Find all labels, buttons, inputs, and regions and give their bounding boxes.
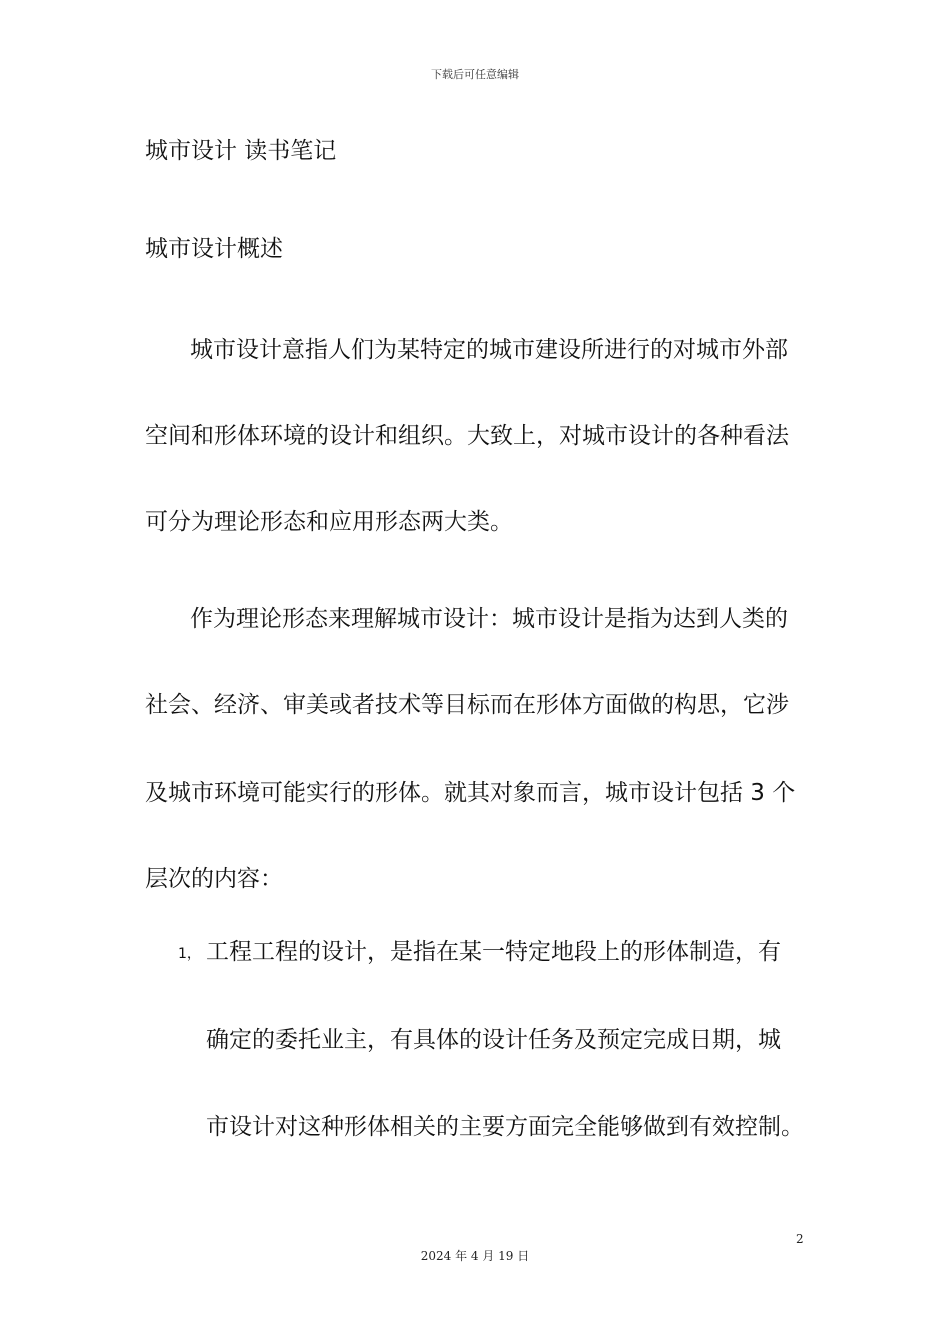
list-item-line-3: 市设计对这种形体相关的主要方面完全能够做到有效控制。	[206, 1114, 804, 1140]
paragraph-1-line-1: 城市设计意指人们为某特定的城市建设所进行的对城市外部	[190, 337, 788, 363]
paragraph-2-line-4: 层次的内容：	[145, 866, 283, 892]
page-header: 下载后可任意编辑	[431, 68, 519, 81]
section-heading: 城市设计概述	[145, 236, 283, 262]
footer-date: 2024 年 4 月 19 日	[420, 1249, 530, 1263]
paragraph-2-line-1: 作为理论形态来理解城市设计：城市设计是指为达到人类的	[190, 606, 788, 632]
paragraph-1-line-2: 空间和形体环境的设计和组织。大致上，对城市设计的各种看法	[145, 423, 789, 449]
list-item-line-1: 工程工程的设计，是指在某一特定地段上的形体制造，有	[206, 939, 781, 965]
list-item-line-2: 确定的委托业主，有具体的设计任务及预定完成日期，城	[206, 1027, 781, 1053]
paragraph-2-line-2: 社会、经济、审美或者技术等目标而在形体方面做的构思，它涉	[145, 692, 789, 718]
list-item-number: 1，	[178, 946, 201, 962]
paragraph-2-line-3: 及城市环境可能实行的形体。就其对象而言，城市设计包括 3 个	[145, 780, 796, 806]
paragraph-1-line-3: 可分为理论形态和应用形态两大类。	[145, 509, 513, 535]
page-number: 2	[796, 1232, 804, 1246]
document-title: 城市设计 读书笔记	[145, 138, 337, 164]
